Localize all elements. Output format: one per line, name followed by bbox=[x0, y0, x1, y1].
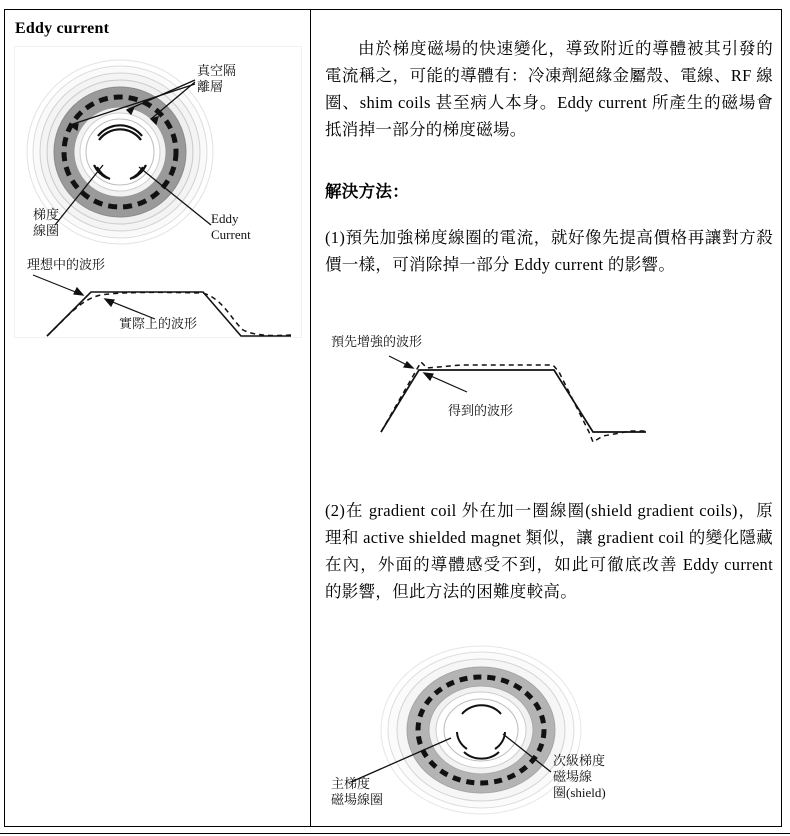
vacuum-layer-label-line2: 離層 bbox=[197, 79, 224, 94]
heading-solutions: 解決方法： bbox=[325, 182, 409, 201]
vacuum-layer-label-line1: 真空隔 bbox=[197, 63, 237, 78]
shield-figure-container bbox=[331, 642, 771, 822]
eddy-current-diagram bbox=[15, 47, 301, 337]
main-coil-label-line2: 磁場線圈 bbox=[331, 792, 384, 807]
main-coil-label-line1: 主梯度 bbox=[331, 776, 371, 791]
two-column-table bbox=[4, 9, 782, 827]
table-cell-right bbox=[311, 10, 781, 826]
shield-coil-label-line1: 次級梯度 bbox=[553, 753, 606, 768]
paragraph-eddy-definition: 由於梯度磁場的快速變化，導致附近的導體被其引發的電流稱之，可能的導體有：冷凍劑絕緣金屬殼、電線、RF 線圈、shim coils 甚至病人本身。Eddy current 所產生的磁場會抵消掉一部分的梯度磁場。 bbox=[325, 38, 773, 139]
ideal-waveform-arrow bbox=[33, 275, 83, 295]
eddy-current-label-line2: Current bbox=[211, 227, 251, 242]
obtained-arrow bbox=[424, 373, 467, 392]
preemphasis-waveform-diagram bbox=[331, 332, 671, 467]
obtained-waveform-trace bbox=[381, 370, 646, 432]
gradient-coil-label-line2: 線圈 bbox=[33, 223, 60, 238]
preemphasized-waveform-trace bbox=[381, 362, 646, 442]
preemphasis-figure-container bbox=[331, 332, 671, 467]
paragraph-solution-1: (1)預先加強梯度線圈的電流，就好像先提高價格再讓對方殺價一樣，可消除掉一部分 Eddy current 的影響。 bbox=[325, 227, 773, 274]
shield-coil-label-line3: 圈(shield) bbox=[553, 785, 606, 800]
gradient-coil-label-line1: 梯度 bbox=[33, 207, 60, 222]
paragraph-solution-2: (2)在 gradient coil 外在加一圈線圈(shield gradient coils)，原理和 active shielded magnet 類似，讓 gradient coil 的變化隱藏在內，外面的導體感受不到，如此可徹底改善 Eddy current 的影響，但此方法的困難度較高。 bbox=[325, 500, 773, 601]
preemphasized-arrow bbox=[389, 356, 413, 368]
left-figure-container bbox=[14, 46, 302, 338]
shield-coil-label-line2: 磁場線 bbox=[553, 769, 593, 784]
obtained-waveform-label: 得到的波形 bbox=[448, 403, 514, 418]
actual-waveform-label: 實際上的波形 bbox=[119, 316, 198, 331]
eddy-current-label-line1: Eddy bbox=[211, 211, 239, 226]
page-title: Eddy current bbox=[15, 20, 110, 37]
page-bottom-rule bbox=[0, 833, 790, 834]
shielded-gradient-diagram bbox=[331, 642, 771, 822]
preemphasized-waveform-label: 預先增強的波形 bbox=[331, 334, 423, 349]
shield-inner-ring-2 bbox=[444, 699, 518, 761]
table-cell-left bbox=[5, 10, 311, 826]
ideal-waveform-label: 理想中的波形 bbox=[27, 257, 106, 272]
